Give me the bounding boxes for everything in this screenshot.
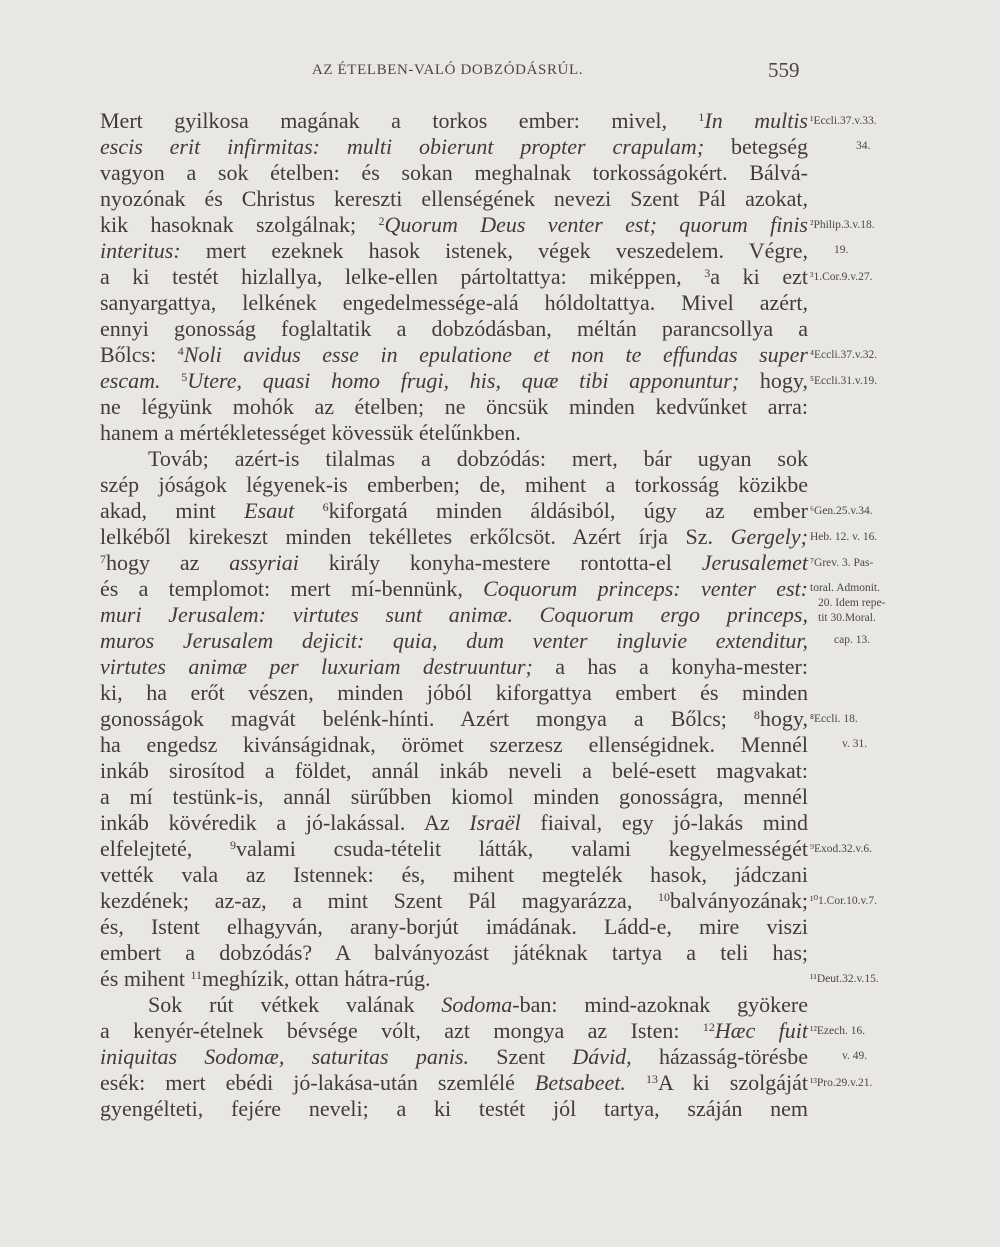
italic-text: Coquorum princeps: venter est:: [483, 576, 808, 601]
italic-text: assyriai: [229, 550, 299, 575]
text-line: [100, 264, 808, 290]
margin-note: toral. Admonit.: [810, 582, 880, 594]
text-line: [100, 1044, 808, 1070]
running-header: AZ ÉTELBEN-VALÓ DOBZÓDÁSRÚL.: [312, 62, 584, 78]
text-span: ki, ha erőt vészen, minden jóból kiforgattya embert és minden: [100, 680, 808, 705]
text-line: [100, 576, 808, 602]
text-span: nyozónak és Christus kereszti ellenségének nevezi Szent Pál azokat,: [100, 186, 808, 211]
text-span: hogy,: [759, 706, 808, 731]
italic-text: iniquitas Sodomæ, saturitas panis.: [100, 1044, 470, 1069]
italic-text: escis erit infirmitas: multi obierunt propter crapulam;: [100, 134, 705, 159]
text-span: [626, 1070, 646, 1095]
text-span: és mihent: [100, 966, 191, 991]
text-line: [100, 914, 808, 940]
italic-text: virtutes animæ per luxuriam destruuntur;: [100, 654, 533, 679]
text-line: [100, 706, 808, 732]
footnote-marker: 12: [702, 1020, 715, 1034]
italic-text: Israël: [469, 810, 521, 835]
text-span: és, Istent elhagyván, arany-borjút imádának. Ládd-e, mire viszi: [100, 914, 808, 939]
margin-note: 20. Idem repe-: [818, 597, 886, 609]
text-line: [100, 784, 808, 810]
text-span: vagyon a sok ételben: és sokan meghalnak torkosságokért. Bálvá-: [100, 160, 808, 185]
text-span: hogy,: [739, 368, 808, 393]
footnote-marker: 10: [657, 890, 670, 904]
text-line: [100, 368, 808, 394]
text-line: [100, 394, 808, 420]
margin-note: ⁴Eccli.37.v.32.: [810, 349, 878, 361]
footnote-marker: 2: [378, 214, 385, 228]
italic-text: In multis: [704, 108, 808, 133]
text-line: [100, 992, 808, 1018]
text-span: balványozának;: [669, 888, 808, 913]
margin-note: ¹¹Deut.32.v.15.: [810, 973, 879, 985]
text-line: [100, 108, 808, 134]
text-line: [100, 628, 808, 654]
footnote-marker: 5: [181, 370, 188, 384]
text-span: a mí testünk-is, annál sürűbben kiomol minden gonosságra, mennél: [100, 784, 808, 809]
italic-text: muri Jerusalem: virtutes sunt animæ. Coquorum ergo princeps,: [100, 602, 808, 627]
text-line: [100, 1018, 808, 1044]
text-span: akad, mint: [100, 498, 245, 523]
margin-note: v. 49.: [842, 1050, 868, 1062]
text-span: a has a konyha-mester:: [532, 654, 808, 679]
text-span: elfelejteté,: [100, 836, 230, 861]
text-span: kiforgatá minden áldásiból, úgy az ember: [328, 498, 808, 523]
text-span: gonosságok magvát belénk-hínti. Azért mongya a Bőlcs;: [100, 706, 754, 731]
margin-note: ⁷Grev. 3. Pas-: [810, 557, 874, 569]
text-line: [100, 316, 808, 342]
margin-note: ⁸Eccli. 18.: [810, 713, 858, 725]
text-span: Szent: [469, 1044, 573, 1069]
text-line: [100, 836, 808, 862]
text-line: [100, 212, 808, 238]
text-line: [100, 134, 808, 160]
text-span: kezdének; az-az, a mint Szent Pál magyarázza,: [100, 888, 658, 913]
text-line: [100, 888, 808, 914]
text-span: Mert gyilkosa magának a torkos ember: mivel,: [100, 108, 699, 133]
margin-note: 34.: [856, 140, 871, 152]
margin-note: ⁶Gen.25.v.34.: [810, 505, 873, 517]
text-span: ne légyünk mohók az ételben; ne öncsük minden kedvűnket arra:: [100, 394, 808, 419]
text-line: [100, 966, 808, 992]
text-span: ha engedsz kivánságidnak, örömet szerzesz ellenségidnek. Mennél: [100, 732, 808, 757]
text-span: valami csuda-tételit látták, valami kegyelmességét: [236, 836, 809, 861]
text-span: inkáb sirosítod a földet, annál inkáb neveli a belé-esett magvakat:: [100, 758, 808, 783]
margin-note: ¹²Ezech. 16.: [810, 1025, 866, 1037]
text-line: [100, 810, 808, 836]
text-line: [100, 654, 808, 680]
text-line: [100, 1096, 808, 1122]
text-line: [100, 680, 808, 706]
text-line: [100, 342, 808, 368]
text-line: [100, 550, 808, 576]
text-span: szép jóságok légyenek-is emberben; de, mihent a torkosság közikbe: [100, 472, 808, 497]
text-span: fiaival, egy jó-lakás mind: [520, 810, 808, 835]
footnote-marker: 1: [698, 110, 705, 124]
margin-note: cap. 13.: [834, 634, 871, 646]
text-line: [100, 758, 808, 784]
text-line: [100, 420, 808, 446]
text-line: [100, 524, 808, 550]
italic-text: Gergely;: [730, 524, 808, 549]
text-span: esék: mert ebédi jó-lakása-után szemlélé: [100, 1070, 535, 1095]
margin-note: Heb. 12. v. 16.: [810, 531, 878, 543]
text-span: ennyi gonosság foglaltatik a dobzódásban, méltán parancsollya a: [100, 316, 808, 341]
text-span: gyengélteti, fejére neveli; a ki testét jól tartya, száján nem: [100, 1096, 808, 1121]
text-span: Bőlcs:: [100, 342, 178, 367]
text-span: kik hasoknak szolgálnak;: [100, 212, 379, 237]
text-line: [100, 732, 808, 758]
margin-note: ⁵Eccli.31.v.19.: [810, 375, 878, 387]
italic-text: Hæc fuit: [714, 1018, 808, 1043]
text-span: Továb; azért-is tilalmas a dobzódás: mert, bár ugyan sok: [148, 446, 808, 471]
margin-note: tit 30.Moral.: [818, 612, 876, 624]
margin-note: 19.: [834, 244, 849, 256]
margin-note: v. 31.: [842, 738, 868, 750]
text-span: meghízik, ottan hátra-rúg.: [202, 966, 431, 991]
footnote-marker: 13: [645, 1072, 658, 1086]
text-span: a ki testét hizlallya, lelke-ellen pártoltattya: miképpen,: [100, 264, 705, 289]
text-line: [100, 160, 808, 186]
text-line: [100, 862, 808, 888]
margin-note: ³1.Cor.9.v.27.: [810, 271, 873, 283]
text-span: Sok rút vétkek valának: [148, 992, 442, 1017]
italic-text: Utere, quasi homo frugi, his, quæ tibi apponuntur;: [187, 368, 740, 393]
italic-text: Quorum Deus venter est; quorum finis: [384, 212, 808, 237]
text-line: [100, 186, 808, 212]
text-line: [100, 1070, 808, 1096]
italic-text: Jerusalemet: [701, 550, 809, 575]
text-span: sanyargattya, lelkének engedelmessége-alá hóldoltattya. Mivel azért,: [100, 290, 808, 315]
italic-text: interitus:: [100, 238, 181, 263]
footnote-marker: 4: [177, 344, 184, 358]
footnote-marker: 7: [100, 552, 106, 566]
text-span: a kenyér-ételnek bévsége vólt, azt mongya az Isten:: [100, 1018, 703, 1043]
margin-note: ²Philip.3.v.18.: [810, 219, 875, 231]
text-span: inkáb kövéredik a jó-lakással. Az: [100, 810, 470, 835]
italic-text: Sodoma: [441, 992, 513, 1017]
italic-text: Esaut: [244, 498, 295, 523]
margin-note: ⁹Exod.32.v.6.: [810, 843, 873, 855]
text-line: [100, 446, 808, 472]
text-span: [294, 498, 322, 523]
italic-text: Dávid,: [572, 1044, 632, 1069]
text-line: [100, 940, 808, 966]
margin-note: ¹³Pro.29.v.21.: [810, 1077, 873, 1089]
text-line: [100, 602, 808, 628]
page-number: 559: [768, 58, 800, 82]
italic-text: Noli avidus esse in epulatione et non te effundas super: [183, 342, 808, 367]
text-span: a ki ezt: [710, 264, 808, 289]
footnote-marker: 11: [190, 968, 202, 982]
text-span: vették vala az Istennek: és, mihent megtelék hasok, jádczani: [100, 862, 808, 887]
text-line: [100, 472, 808, 498]
footnote-marker: 3: [704, 266, 711, 280]
footnote-marker: 6: [322, 500, 329, 514]
italic-text: Betsabeet.: [534, 1070, 626, 1095]
text-span: -ban: mind-azoknak gyökere: [512, 992, 808, 1017]
text-line: [100, 238, 808, 264]
text-span: betegség: [704, 134, 809, 159]
italic-text: muros Jerusalem dejicit: quia, dum venter ingluvie extenditur,: [100, 628, 808, 653]
text-span: mert ezeknek hasok istenek, végek veszedelem. Végre,: [180, 238, 808, 263]
italic-text: escam.: [100, 368, 182, 393]
text-line: [100, 498, 808, 524]
text-span: király konyha-mestere rontotta-el: [298, 550, 702, 575]
text-span: A ki szolgáját: [657, 1070, 808, 1095]
margin-note: ¹Eccli.37.v.33.: [810, 115, 877, 127]
text-span: és a templomot: mert mí-bennünk,: [100, 576, 484, 601]
text-line: [100, 290, 808, 316]
text-span: embert a dobzódás? A balványozást játéknak tartya a teli has;: [100, 940, 808, 965]
text-span: hogy az: [106, 550, 230, 575]
text-span: hanem a mértékletességet kövessük ételűnkben.: [100, 420, 521, 445]
margin-note: ¹⁰1.Cor.10.v.7.: [810, 895, 878, 907]
text-span: házasság-törésbe: [631, 1044, 808, 1069]
text-span: lelkéből kirekeszt minden tekélletes erkőlcsöt. Azért írja Sz.: [100, 524, 731, 549]
footnote-marker: 9: [230, 838, 236, 852]
footnote-marker: 8: [753, 708, 760, 722]
